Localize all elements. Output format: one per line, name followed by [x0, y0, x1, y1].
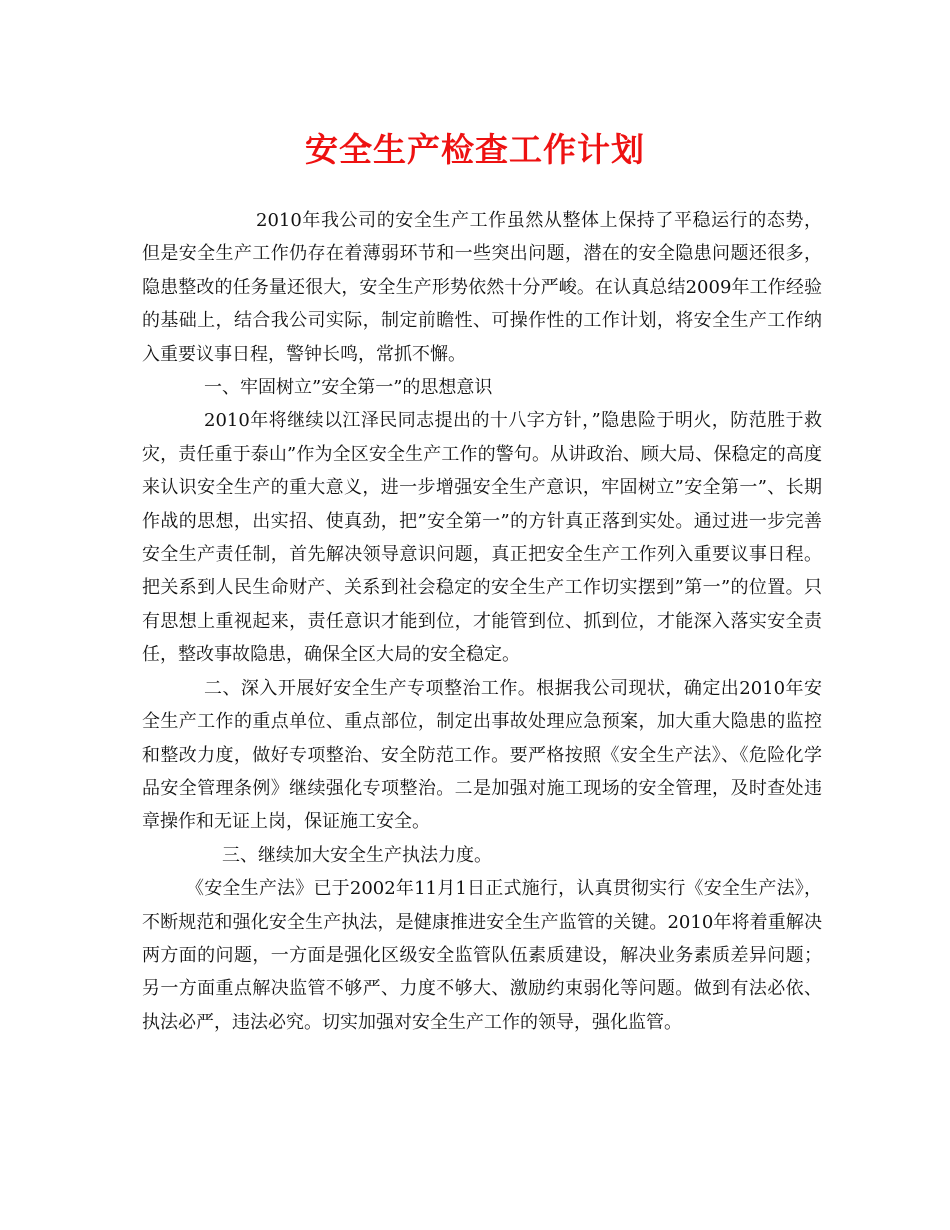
intro-paragraph: 2010年我公司的安全生产工作虽然从整体上保持了平稳运行的态势，但是安全生产工作仍存在着薄弱环节和一些突出问题，潜在的安全隐患问题还很多，隐患整改的任务量还很大，安全生产形势依然十分严峻。在认真总结2009年工作经验的基础上，结合我公司实际，制定前瞻性、可操作性的工作计划，将安全生产工作纳入重要议事日程，警钟长鸣，常抓不懈。 — [142, 210, 822, 365]
section-1-paragraph: 2010年将继续以江泽民同志提出的十八字方针，”隐患险于明火，防范胜于救灾，责任重于泰山”作为全区安全生产工作的警句。从讲政治、顾大局、保稳定的高度来认识安全生产的重大意义，进一步增强安全生产意识，牢固树立”安全第一”、长期作战的思想，出实招、使真劲，把”安全第一”的方针真正落到实处。通过进一步完善安全生产责任制，首先解决领导意识问题，真正把安全生产工作列入重要议事日程。把关系到人民生命财产、关系到社会稳定的安全生产工作切实摆到”第一”的位置。只有思想上重视起来，责任意识才能到位，才能管到位、抓到位，才能深入落实安全责任，整改事故隐患，确保全区大局的安全稳定。 — [142, 410, 822, 666]
document-title: 安全生产检查工作计划 — [305, 130, 645, 169]
section-heading-1: 一、牢固树立”安全第一”的思想意识 — [204, 377, 493, 399]
section-3-paragraph: 《安全生产法》已于2002年11月1日正式施行，认真贯彻实行《安全生产法》，不断规范和强化安全生产执法，是健康推进安全生产监管的关键。2010年将着重解决两方面的问题，一方面是强化区级安全监管队伍素质建设，解决业务素质差异问题；另一方面重点解决监管不够严、力度不够大、激励约束弱化等问题。做到有法必依、执法必严，违法必究。切实加强对安全生产工作的领导，强化监管。 — [142, 878, 822, 1033]
document-body — [142, 204, 822, 1039]
section-2-paragraph: 二、深入开展好安全生产专项整治工作。根据我公司现状，确定出2010年安全生产工作的重点单位、重点部位，制定出事故处理应急预案，加大重大隐患的监控和整改力度，做好专项整治、安全防范工作。要严格按照《安全生产法》、《危险化学品安全管理条例》继续强化专项整治。二是加强对施工现场的安全管理，及时查处违章操作和无证上岗，保证施工安全。 — [142, 677, 822, 833]
section-heading-3: 三、继续加大安全生产执法力度。 — [222, 844, 492, 866]
